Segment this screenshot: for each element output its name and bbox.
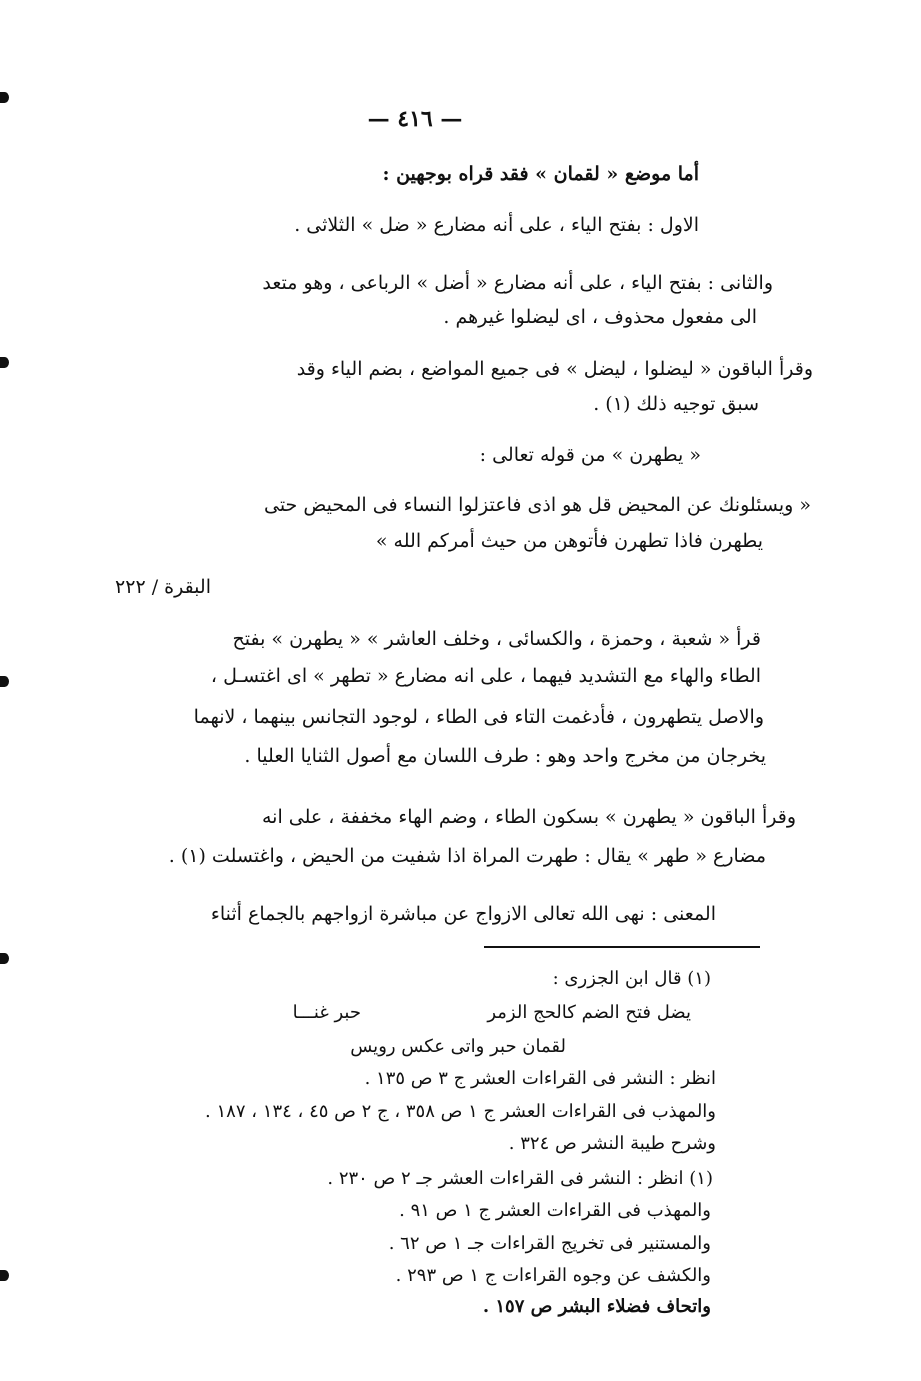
margin-mark [0,676,9,687]
quran-verse-line: « ويسئلونك عن المحيض قل هو اذى فاعتزلوا النساء فى المحيض حتى [263,494,811,516]
body-line: والاصل يتطهرون ، فأدغمت التاء فى الطاء ، لوجود التجانس بينهما ، لانهما [193,706,764,728]
body-line: والثانى : بفتح الياء ، على أنه مضارع « أضل » الرباعى ، وهو متعد [262,272,773,294]
footnote-verse: لقمان حبر واتى عكس رويس [350,1036,566,1057]
body-line: الطاء والهاء مع التشديد فيهما ، على انه مضارع « تطهر » اى اغتسـل ، [210,665,761,687]
body-line: أما موضع « لقمان » فقد قراه بوجهين : [382,163,699,185]
footnote-line: والمستنير فى تخريج القراءات جـ ١ ص ٦٢ . [388,1233,711,1254]
quran-verse-line: يطهرن فاذا تطهرن فأتوهن من حيث أمركم الله » [375,530,763,552]
body-line: يخرجان من مخرج واحد وهو : طرف اللسان مع أصول الثنايا العليا . [244,745,766,767]
page-number: — ٤١٦ — [367,106,463,132]
margin-mark [0,92,9,103]
body-line: المعنى : نهى الله تعالى الازواج عن مباشرة ازواجهم بالجماع أثناء [210,903,716,925]
body-line: وقرأ الباقون « يطهرن » بسكون الطاء ، وضم الهاء مخففة ، على انه [261,806,796,828]
footnote-line: (١) انظر : النشر فى القراءات العشر جـ ٢ ص ٢٣٠ . [327,1168,713,1189]
footnote-line: والمهذب فى القراءات العشر ج ١ ص ٩١ . [399,1200,711,1221]
verse-reference: البقرة / ٢٢٢ [115,576,211,598]
margin-mark [0,1270,9,1281]
footnote-line: (١) قال ابن الجزرى : [552,968,711,989]
body-line: الى مفعول محذوف ، اى ليضلوا غيرهم . [443,306,757,328]
footnote-line: واتحاف فضلاء البشر ص ١٥٧ . [482,1296,711,1317]
margin-mark [0,357,9,368]
body-line: « يطهرن » من قوله تعالى : [479,444,701,466]
footnote-verse: يضل فتح الضم كالحج الزمر [487,1002,691,1023]
body-line: قرأ « شعبة ، وحمزة ، والكسائى ، وخلف العاشر » « يطهرن » بفتح [232,628,761,650]
footnote-verse: حبر غنـــا [292,1002,361,1023]
margin-mark [0,953,9,964]
body-line: الاول : بفتح الياء ، على أنه مضارع « ضل » الثلاثى . [294,214,699,236]
footnote-line: انظر : النشر فى القراءات العشر ج ٣ ص ١٣٥ . [364,1068,716,1089]
body-line: وقرأ الباقون « ليضلوا ، ليضل » فى جميع المواضع ، بضم الياء وقد [296,358,813,380]
body-line: مضارع « طهر » يقال : طهرت المراة اذا شفيت من الحيض ، واغتسلت (١) . [168,845,766,867]
footnote-line: والمهذب فى القراءات العشر ج ١ ص ٣٥٨ ، ج ٢ ص ٤٥ ، ١٣٤ ، ١٨٧ . [205,1101,716,1122]
footnote-line: والكشف عن وجوه القراءات ج ١ ص ٢٩٣ . [395,1265,711,1286]
footnote-separator [484,946,760,948]
footnote-line: وشرح طيبة النشر ص ٣٢٤ . [508,1133,716,1154]
body-line: سبق توجيه ذلك (١) . [593,393,759,415]
